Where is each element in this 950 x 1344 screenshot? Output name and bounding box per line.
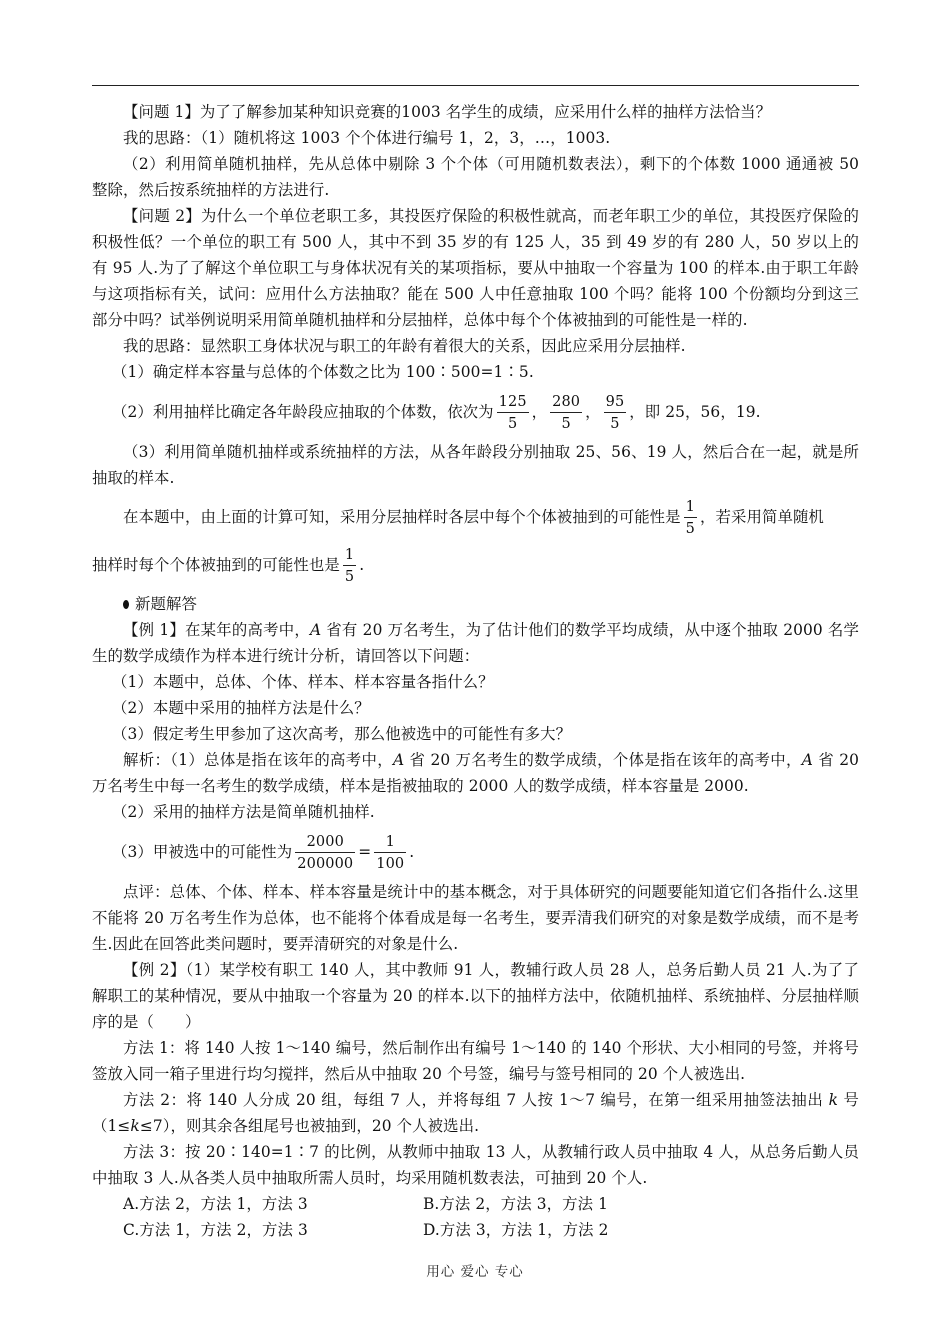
variable-k: k xyxy=(130,1117,140,1135)
problem-1-title: 【问题 1】为了了解参加某种知识竞赛的1003 名学生的成绩，应采用什么样的抽样方法恰当？ xyxy=(123,103,772,121)
header-rule xyxy=(92,85,859,86)
fraction-1-5 xyxy=(684,500,697,536)
fraction-numerator: 125 xyxy=(497,395,529,413)
solution-text: 省 20 万名考生的数学成绩，个体是指在该年的高考中， xyxy=(404,751,802,769)
option-d: D.方法 3，方法 1，方法 2 xyxy=(423,1221,609,1239)
solution-text: . xyxy=(409,843,415,861)
fraction-numerator: 2000 xyxy=(295,835,355,853)
page-footer: 用心 爱心 专心 xyxy=(426,1264,524,1280)
problem-1-thought-2: （2）利用简单随机抽样，先从总体中剔除 3 个个体（可用随机数表法），剩下的个体数 1000 通通被 50 整除，然后按系统抽样的方法进行. xyxy=(92,155,859,199)
solution-text: 省 20 万名考生中每一名考生的数学成绩，样本是指被抽取的 2000 人的数学成绩，样本容量是 2000. xyxy=(92,751,859,795)
example-1-text: 省有 20 万名考生，为了估计他们的数学平均成绩，从中逐个抽取 2000 名学生的数学成绩作为样本进行统计分析，请回答以下问题： xyxy=(92,621,859,665)
step-2-suffix: ，即 25，56，19. xyxy=(629,403,761,421)
fraction-numerator: 1 xyxy=(343,548,356,566)
fraction-1-100 xyxy=(374,835,406,871)
solution-text: （3）甲被选中的可能性为 xyxy=(112,843,293,861)
fraction-2000-200000 xyxy=(295,835,355,871)
fraction-numerator: 1 xyxy=(684,500,697,518)
example-1-solution-2: （2）采用的抽样方法是简单随机抽样. xyxy=(112,803,375,821)
option-c: C.方法 1，方法 2，方法 3 xyxy=(123,1221,308,1239)
separator: ， xyxy=(585,403,601,421)
fraction-denominator: 200000 xyxy=(297,855,354,872)
fraction-95-5 xyxy=(604,395,627,431)
problem-2-step-1: （1）确定样本容量与总体的个体数之比为 100∶500=1∶5. xyxy=(112,363,534,381)
solution-text: 解析：（1）总体是指在该年的高考中， xyxy=(123,751,394,769)
example-1-solution-3 xyxy=(92,831,859,873)
fraction-denominator: 5 xyxy=(508,415,518,432)
fraction-numerator: 95 xyxy=(604,395,627,413)
document-body xyxy=(92,99,859,1243)
fraction-denominator: 5 xyxy=(610,415,620,432)
bullet-icon xyxy=(123,600,129,609)
problem-1-thought-1: 我的思路：（1）随机将这 1003 个个体进行编号 1，2，3，…，1003. xyxy=(123,129,611,147)
example-1-title xyxy=(92,617,859,669)
fraction-125-5 xyxy=(497,395,529,431)
example-2-title: 【例 2】（1）某学校有职工 140 人，其中教师 91 人，教辅行政人员 28 人，总务后勤人员 21 人.为了了解职工的某种情况，要从中抽取一个容量为 20 的样本.以下的抽样方法中，依随机抽样、系统抽样、分层抽样顺序的是（ ） xyxy=(92,961,859,1031)
method-text: 号（1≤ xyxy=(92,1091,859,1135)
example-1-text: 【例 1】在某年的高考中， xyxy=(123,621,310,639)
problem-2-step-2 xyxy=(92,391,859,433)
option-a: A.方法 2，方法 1，方法 3 xyxy=(123,1195,308,1213)
problem-2-thought: 我的思路：显然职工身体状况与职工的年龄有着很大的关系，因此应采用分层抽样. xyxy=(123,337,686,355)
example-2-method-1: 方法 1：将 140 人按 1～140 编号，然后制作出有编号 1～140 的 140 个形状、大小相同的号签，并将号签放入同一箱子里进行均匀搅拌，然后从中抽取 20 个号签，编号与签号相同的 20 个人被选出. xyxy=(92,1039,859,1083)
problem-2-step-3: （3）利用简单随机抽样或系统抽样的方法，从各年龄段分别抽取 25、56、19 人，然后合在一起，就是所抽取的样本. xyxy=(92,443,859,487)
conclusion-text: ，若采用简单随机 xyxy=(700,508,824,526)
example-1-question-2: （2）本题中采用的抽样方法是什么？ xyxy=(112,699,370,717)
method-text: 方法 2：将 140 人分成 20 组，每组 7 人，并将每组 7 人按 1～7 编号，在第一组采用抽签法抽出 xyxy=(123,1091,829,1109)
problem-2-title: 【问题 2】为什么一个单位老职工多，其投医疗保险的积极性就高，而老年职工少的单位，其投医疗保险的积极性低？一个单位的职工有 500 人，其中不到 35 岁的有 125 人，35 到 49 岁的有 280 人，50 岁以上的有 95 人.为了了解这个单位职工与身体状况有关的某项指标，要从中抽取一个容量为 100 的样本.由于职工年龄与这项指标有关，试问：应用什么方法抽取？能在 500 人中任意抽取 100 个吗？能将 100 个份额均分到这三部分中吗？试举例说明采用简单随机抽样和分层抽样，总体中每个个体被抽到的可能性是一样的. xyxy=(92,207,859,329)
option-b: B.方法 2，方法 3，方法 1 xyxy=(423,1195,608,1213)
conclusion-text: 在本题中，由上面的计算可知，采用分层抽样时各层中每个个体被抽到的可能性是 xyxy=(123,508,681,526)
fraction-denominator: 100 xyxy=(376,855,405,872)
fraction-denominator: 5 xyxy=(685,520,695,537)
example-2-method-2 xyxy=(92,1087,859,1139)
variable-k: k xyxy=(828,1091,839,1109)
fraction-1-5 xyxy=(343,548,356,584)
problem-2-conclusion-line-2 xyxy=(92,543,859,587)
example-1-question-3: （3）假定考生甲参加了这次高考，那么他被选中的可能性有多大？ xyxy=(112,725,572,743)
variable-a: A xyxy=(801,751,813,769)
fraction-denominator: 5 xyxy=(561,415,571,432)
variable-a: A xyxy=(393,751,405,769)
options-row-1 xyxy=(92,1191,859,1217)
step-2-prefix: （2）利用抽样比确定各年龄段应抽取的个体数，依次为 xyxy=(112,403,494,421)
conclusion-text: . xyxy=(359,556,365,574)
example-2-method-3: 方法 3：按 20∶140=1∶7 的比例，从教师中抽取 13 人，从教辅行政人员中抽取 4 人，从总务后勤人员中抽取 3 人.从各类人员中抽取所需人员时，均采用随机数表法，可抽到 20 个人. xyxy=(92,1143,859,1187)
example-1-question-1: （1）本题中，总体、个体、样本、样本容量各指什么？ xyxy=(112,673,494,691)
variable-a: A xyxy=(309,621,322,639)
problem-2-conclusion-line-1 xyxy=(92,495,859,539)
options-row-2 xyxy=(92,1217,859,1243)
fraction-280-5 xyxy=(550,395,582,431)
fraction-numerator: 280 xyxy=(550,395,582,413)
method-text: ≤7），则其余各组尾号也被抽到，20 个人被选出. xyxy=(139,1117,480,1135)
section-title: 新题解答 xyxy=(135,595,197,613)
separator: ， xyxy=(531,403,548,421)
fraction-denominator: 5 xyxy=(344,568,355,585)
fraction-numerator: 1 xyxy=(374,835,406,853)
example-1-solution-1 xyxy=(92,747,859,799)
equals-sign: = xyxy=(358,843,372,861)
conclusion-text: 抽样时每个个体被抽到的可能性也是 xyxy=(92,556,340,574)
section-heading xyxy=(92,591,859,617)
example-1-comment: 点评：总体、个体、样本、样本容量是统计中的基本概念，对于具体研究的问题要能知道它们各指什么.这里不能将 20 万名考生作为总体，也不能将个体看成是每一名考生，要弄清我们研究的对象是数学成绩，而不是考生.因此在回答此类问题时，要弄清研究的对象是什么. xyxy=(92,883,859,953)
